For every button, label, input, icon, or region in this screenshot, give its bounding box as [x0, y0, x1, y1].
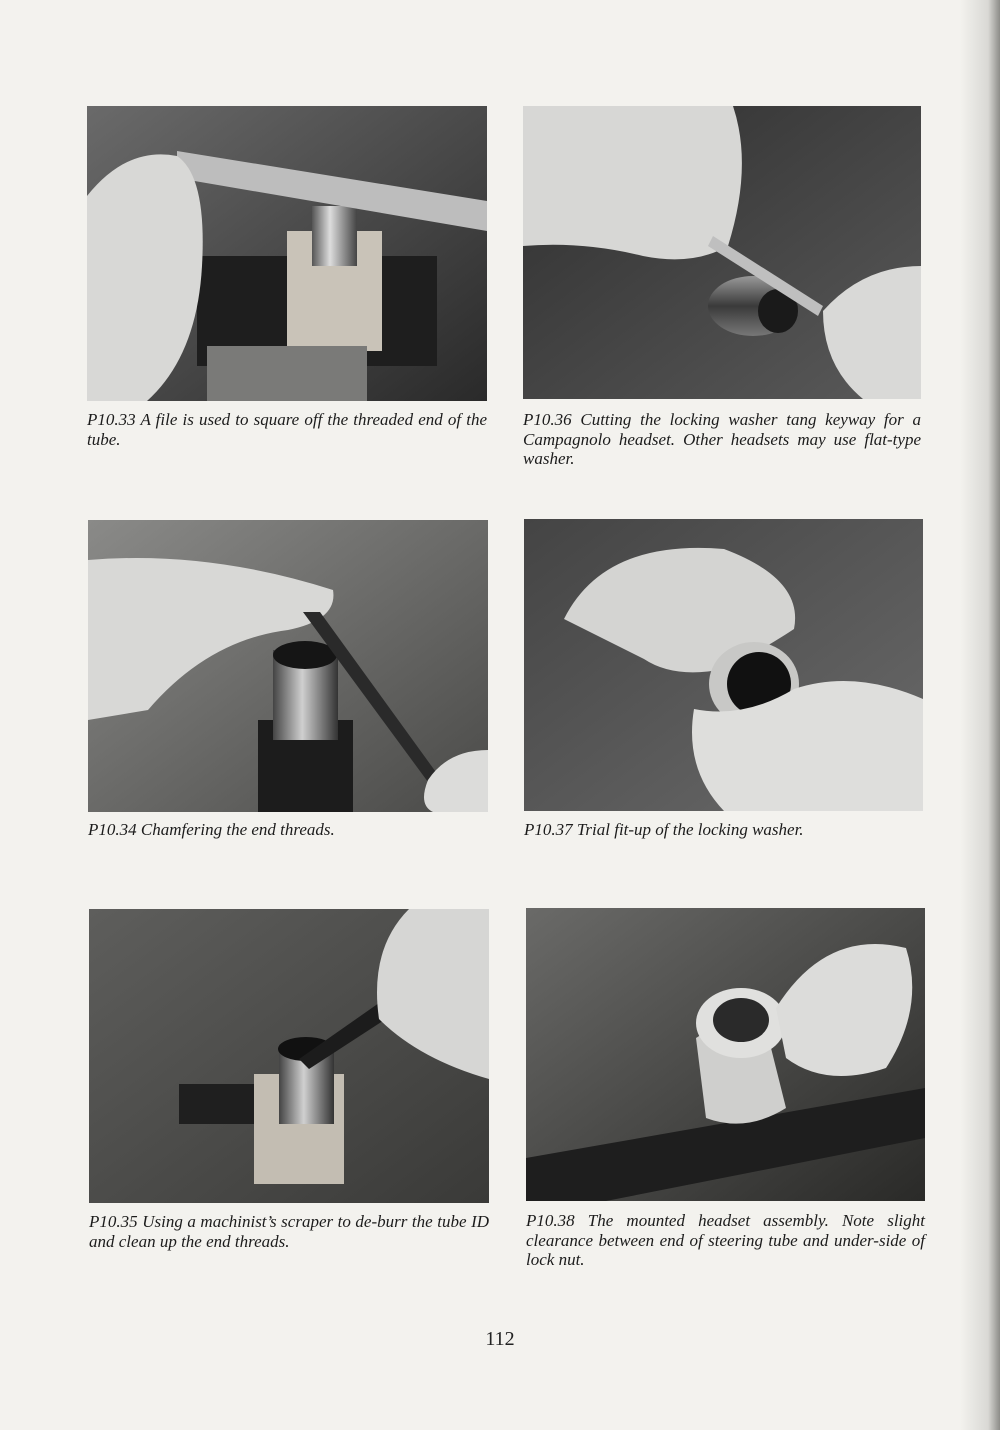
figure-label: P10.35 — [89, 1212, 138, 1231]
figure-label: P10.36 — [523, 410, 572, 429]
photo-p10-33 — [87, 106, 487, 401]
figure-caption-text: Trial fit-up of the locking washer. — [576, 820, 804, 839]
caption-p10-37 — [524, 820, 923, 840]
figure-label: P10.37 — [524, 820, 573, 839]
page-number: 112 — [485, 1328, 515, 1350]
figure-label: P10.34 — [88, 820, 137, 839]
figure-caption-text: Chamfering the end threads. — [140, 820, 335, 839]
caption-p10-38 — [526, 1211, 925, 1270]
photo-p10-35 — [89, 909, 489, 1203]
caption-p10-33 — [87, 410, 487, 449]
photo-p10-34 — [88, 520, 488, 812]
caption-p10-36 — [523, 410, 921, 469]
caption-p10-34 — [88, 820, 488, 840]
photo-p10-37 — [524, 519, 923, 811]
figure-caption-text: A file is used to square off the threaded end of the tube. — [87, 410, 487, 449]
figure-caption-text: Using a machinist’s scraper to de-burr the tube ID and clean up the end threads. — [89, 1212, 490, 1251]
photo-p10-36 — [523, 106, 921, 399]
page-edge-shadow — [960, 0, 1000, 1430]
figure-caption-text: The mounted headset assembly. Note slight clearance between end of steering tube and under-side of lock nut. — [526, 1211, 925, 1269]
figure-caption-text: Cutting the locking washer tang keyway for a Campagnolo headset. Other headsets may use flat-type washer. — [523, 410, 922, 468]
figure-label: P10.33 — [87, 410, 136, 429]
figure-label: P10.38 — [526, 1211, 575, 1230]
caption-p10-35 — [89, 1212, 489, 1251]
photo-p10-38 — [526, 908, 925, 1201]
